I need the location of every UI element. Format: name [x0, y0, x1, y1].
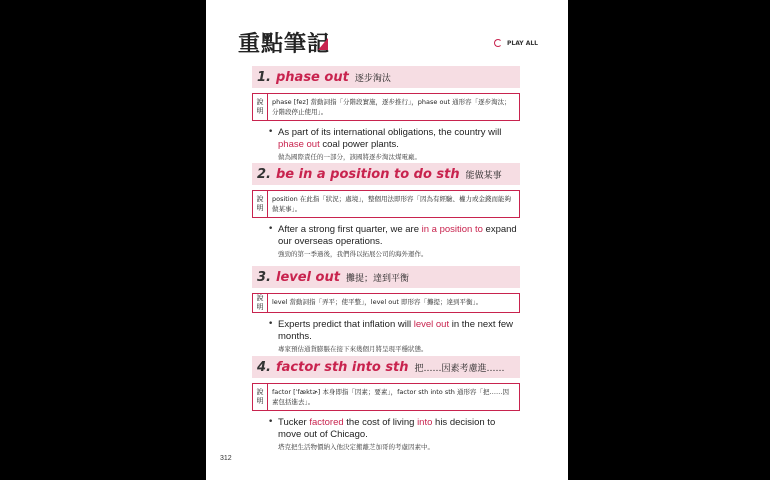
audio-play-icon	[494, 38, 504, 48]
explanation-text: phase [fez] 當動詞指「分階段實施，逐步推行」，phase out 通形容「逐步淘汰；分階段停止使用」。	[272, 98, 511, 116]
entry-1	[252, 66, 520, 162]
explanation-box	[252, 383, 520, 411]
entry-translation: 攤提；達到平衡	[345, 273, 409, 284]
example-sentence	[268, 319, 520, 354]
example-sentence	[268, 417, 520, 452]
entry-2	[252, 163, 520, 259]
entry-header	[252, 356, 520, 378]
explanation-text: factor [ˈfæktɚ] 本身即指「因素；要素」，factor sth into sth 通形容「把……因素包括進去」。	[272, 388, 509, 406]
explanation-tag: 說 明	[253, 191, 268, 217]
example-sentence	[268, 127, 520, 162]
explanation-tag: 說 明	[253, 94, 268, 120]
entry-4	[252, 356, 520, 452]
example-english: • Tucker factored the cost of living into his decision to move out of Chicago.	[278, 417, 496, 440]
explanation-box	[252, 93, 520, 121]
page-title: 重點筆記	[238, 32, 331, 57]
page-number: 312	[220, 455, 232, 462]
entry-phrase: phase out	[275, 69, 349, 85]
example-english: • As part of its international obligations, the country will phase out coal power plants.	[278, 127, 502, 150]
explanation-text: level 當動詞指「弄平；使平整」，level out 即形容「攤提；達到平衡」。	[272, 298, 483, 306]
explanation-box	[252, 190, 520, 218]
example-english: • Experts predict that inflation will level out in the next few months.	[278, 319, 513, 342]
example-chinese: 專家預估通貨膨脹在接下來幾個月將呈現平穩狀態。	[278, 345, 428, 353]
entry-number: 3.	[257, 269, 271, 285]
entry-number: 1.	[257, 69, 271, 85]
entry-header	[252, 66, 520, 88]
entry-header	[252, 163, 520, 185]
play-all-button[interactable]	[494, 38, 538, 48]
entry-number: 2.	[257, 166, 271, 182]
title-corner-mark	[318, 38, 328, 50]
explanation-tag: 說 明	[253, 294, 268, 312]
play-all-label: PLAY ALL	[506, 39, 538, 47]
entry-translation: 能做某事	[465, 170, 502, 181]
entry-phrase: factor sth into sth	[275, 359, 409, 375]
entry-phrase: level out	[275, 269, 340, 285]
example-chinese: 做為國際責任的一部分，該國將逐步淘汰煤電廠。	[278, 153, 421, 161]
entry-header	[252, 266, 520, 288]
example-chinese: 強勁的第一季過後，我們得以拓展公司的海外運作。	[278, 250, 428, 258]
textbook-page	[206, 0, 568, 480]
entry-translation: 把……因素考慮進……	[414, 363, 505, 374]
entry-3	[252, 266, 520, 354]
example-sentence	[268, 224, 520, 259]
explanation-text: position 在此指「狀況；處境」，整個用法即形容「因為有經驗、權力或金錢而能夠做某事」。	[272, 195, 512, 213]
entry-translation: 逐步淘汰	[354, 73, 391, 84]
explanation-box	[252, 293, 520, 313]
example-chinese: 塔克把生活物價納入他決定搬離芝加哥的考慮因素中。	[278, 443, 434, 451]
explanation-tag: 說 明	[253, 384, 268, 410]
entry-number: 4.	[257, 359, 271, 375]
entry-phrase: be in a position to do sth	[275, 166, 460, 182]
example-english: • After a strong first quarter, we are in a position to expand our overseas operations.	[278, 224, 517, 247]
